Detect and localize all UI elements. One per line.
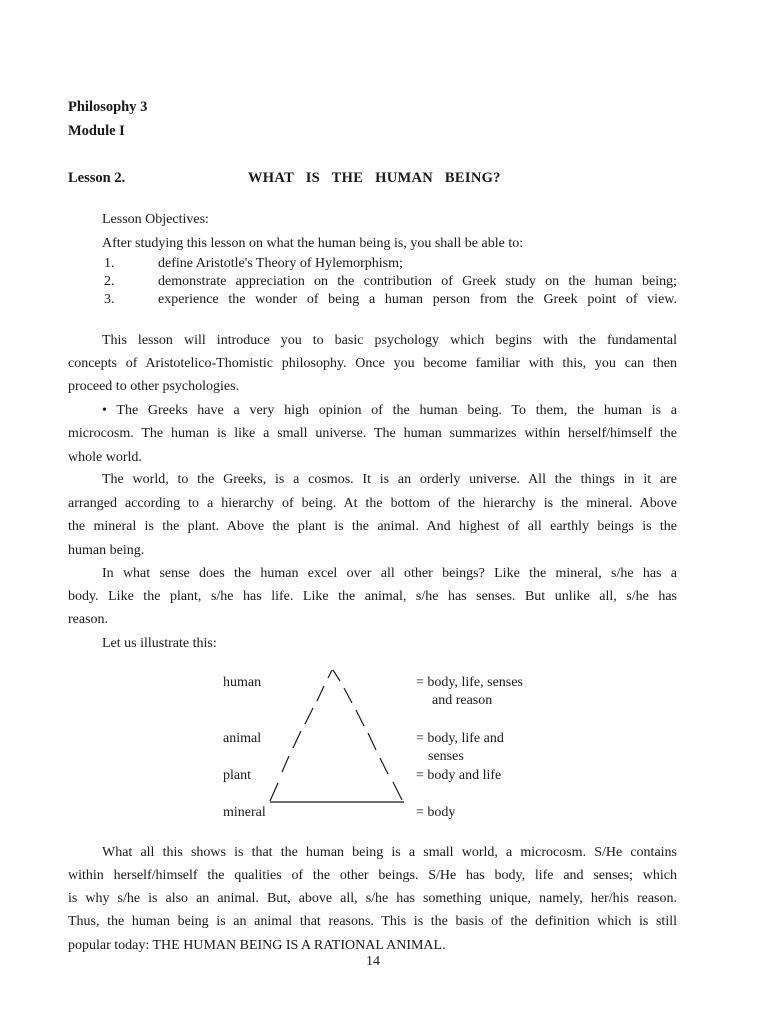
text-line: arranged according to a hierarchy of being. At the bottom of the hierarchy is the mineral. Above bbox=[68, 496, 677, 511]
text-line: concepts of Aristotelico-Thomistic philosophy. Once you become familiar with this, you can then bbox=[68, 356, 677, 371]
objective-number: 3. bbox=[104, 292, 115, 307]
text-line: The world, to the Greeks, is a cosmos. It is an orderly universe. All the things in it are bbox=[102, 472, 677, 487]
text-line: proceed to other psychologies. bbox=[68, 379, 240, 394]
triangle-right-dash bbox=[368, 733, 376, 750]
level-desc-animal: = body, life and bbox=[416, 731, 504, 746]
course-title: Philosophy 3 bbox=[68, 99, 148, 115]
text-line: the mineral is the plant. Above the plant is the animal. And highest of all earthly beings is the bbox=[68, 519, 677, 534]
text-line: is why s/he is also an animal. But, above all, s/he has something unique, namely, her/his reason. bbox=[68, 891, 677, 906]
objective-text: demonstrate appreciation on the contribution of Greek study on the human being; bbox=[158, 274, 677, 289]
triangle-left-dash bbox=[282, 756, 289, 772]
text-line: microcosm. The human is like a small universe. The human summarizes within herself/himself the bbox=[68, 426, 677, 441]
lesson-number: Lesson 2. bbox=[68, 170, 126, 186]
objective-text: experience the wonder of being a human person from the Greek point of view. bbox=[158, 292, 677, 307]
triangle-left-dash bbox=[305, 708, 313, 724]
text-line: Thus, the human being is an animal that reasons. This is the basis of the definition which is still bbox=[68, 914, 677, 929]
lesson-title: WHAT IS THE HUMAN BEING? bbox=[248, 170, 501, 186]
triangle-left-dash bbox=[317, 686, 324, 701]
illustrate-line: Let us illustrate this: bbox=[102, 636, 217, 651]
level-desc-human: = body, life, senses bbox=[416, 675, 523, 690]
triangle-right-dash bbox=[356, 710, 364, 726]
triangle-left-dash bbox=[328, 670, 332, 678]
text-line: within herself/himself the qualities of the other beings. S/He has body, life and senses; which bbox=[68, 868, 677, 883]
triangle-right-dash bbox=[333, 670, 340, 681]
objective-number: 1. bbox=[104, 256, 115, 271]
text-line: In what sense does the human excel over all other beings? Like the mineral, s/he has a bbox=[102, 566, 677, 581]
module-title: Module I bbox=[68, 123, 125, 139]
text-line: whole world. bbox=[68, 450, 142, 465]
page-number: 14 bbox=[366, 954, 380, 969]
triangle-right-dash bbox=[380, 758, 388, 774]
level-desc-human-cont: and reason bbox=[432, 693, 493, 708]
text-line: reason. bbox=[68, 612, 109, 627]
level-desc-mineral: = body bbox=[416, 805, 456, 820]
text-line: human being. bbox=[68, 543, 145, 558]
text-line: This lesson will introduce you to basic psychology which begins with the fundamental bbox=[102, 333, 677, 348]
text-line: body. Like the plant, s/he has life. Like the animal, s/he has senses. But unlike all, s/he has bbox=[68, 589, 677, 604]
level-label-mineral: mineral bbox=[223, 805, 266, 820]
level-label-animal: animal bbox=[223, 731, 262, 746]
objectives-intro: After studying this lesson on what the human being is, you shall be able to: bbox=[102, 236, 524, 251]
text-line: popular today: THE HUMAN BEING IS A RATIONAL ANIMAL. bbox=[68, 938, 446, 953]
objectives-heading: Lesson Objectives: bbox=[102, 212, 209, 227]
text-line: What all this shows is that the human being is a small world, a microcosm. S/He contains bbox=[102, 845, 677, 860]
level-desc-plant: = body and life bbox=[416, 768, 502, 783]
triangle-right-dash bbox=[344, 688, 352, 703]
objective-text: define Aristotle's Theory of Hylemorphism; bbox=[158, 256, 403, 271]
text-line: • The Greeks have a very high opinion of the human being. To them, the human is a bbox=[102, 403, 677, 418]
objective-number: 2. bbox=[104, 274, 115, 289]
triangle-left-dash bbox=[270, 783, 278, 801]
triangle-right-dash bbox=[393, 782, 402, 800]
level-label-plant: plant bbox=[223, 768, 251, 783]
level-label-human: human bbox=[223, 675, 262, 690]
triangle-left-dash bbox=[293, 731, 301, 748]
level-desc-animal-cont: senses bbox=[428, 749, 464, 764]
